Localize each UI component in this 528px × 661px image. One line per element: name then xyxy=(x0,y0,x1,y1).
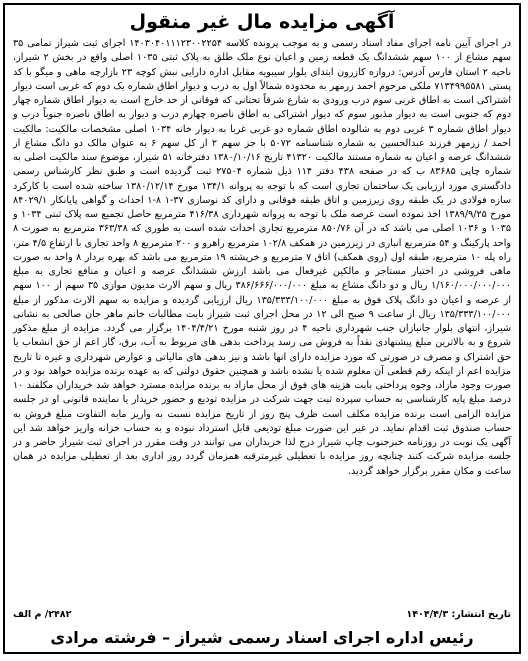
notice-title: آگهی مزایده مال غیر منقول xyxy=(129,11,395,33)
reference-number: ۲۴۸۲/ م الف xyxy=(13,609,72,620)
publish-date: تاریخ انتشار: ۱۴۰۴/۴/۳ xyxy=(406,609,511,620)
notice-frame xyxy=(3,3,521,654)
notice-footer xyxy=(13,609,511,620)
notice-body: در اجرای آیین نامه اجرای مفاد اسناد رسمی و به موجب پرونده کلاسه ۱۴۰۳۰۴۰۱۱۱۲۳۰۰۲۲۵۴ اجرای ثبت شیراز تمامی ۳۵ سهم مشاع از ۱۰۰ سهم ششدانگ یک قطعه زمین و اعیان نوع ملک طلق به پلاک ثبتی ۱۰۳۵ اصلی واقع در بخش ۲ شیراز، ناحیه ۲ استان فارس آدرس: دروازه کازرون ابتدای بلوار سیبویه مقابل اداره دارایی نبش کوچه ۲۳ بازارچه ماهی و میگو با کد پستی ۷۱۳۴۹۹۵۵۸۱ ملکی مرحوم احمد زرمهر به محدوده شمالاً اول به درب و دیوار اطاق شماره یک دوم که غربی است دیوار اشتراکی است به اطاق غربی سوم درب ورودی به شارع شرقاً تحتانی که فوقانی از حد خارج است به دیوار اطاق شماره چهار دوم که جنوبی است به دیوار مذبور سوم که دیوار اشتراکی به اطاق ناصره چهارم درب و دیوار به اطاق ناصره جنوباً درب و دیوار اطاق شماره ۳ غربی دوم به شالوده اطاق شماره دو غربی غربا به دیوار خانه ۱۰۳۴ اصلی مشخصات مالکیت: مالکیت احمد / زرمهر فرزند عبدالحسین به شماره شناسنامه ۵۰۷۲ با جز سهم ۲ از کل سهم ۶ به عنوان مالک دو دانگ مشاع از ششدانگ عرصه و اعیان به شماره مستند مالکیت ۴۱۳۲۰ تاریخ ۱۳۸۰/۱۰/۱۶ دفترخانه ۵۱ شیراز، موضوع سند مالکیت اصلی به شماره چاپی ۸۳۶۸۵ ب که در صفحه ۴۳۸ دفتر ۱۱۴ ذیل شماره ۲۷۵۰۴ ثبت گردیده است و طبق نظر کارشناس رسمی دادگستری مورد ارزیابی یک ساختمان تجاری است که با توجه به پروانه ۱۳۴/۱ مورخ ۱۳۸۰/۱۲/۱۴ ساخته شده است با کارکرد سازه فولادی در یک طبقه روی زیرزمین و اتاق طبقه فوقانی و دارای کد نوسازی ۳۷-۱ ۸-۱ احداث و گواهی پایانکار ۸۴۰۲۹/۱ مورخ ۱۳۸۹/۹/۲۵ اخذ نموده است عرصه ملک با توجه به پروانه شهرداری ۴۱۶/۳۸ مترمربع حاصل تجمیع سه پلاک ثبتی ۱۰۳۴ و ۱۰۳۵ و ۱۰۳۶ اصلی می باشد که در آن ۸۵۰/۷۶ مترمربع تجاری احداث شده است به طوری که ۳۶۳/۳۸ مترمربع به صورت ۸ واحد پارکینگ و ۵۴ مترمربع انباری در زیرزمین در همکف ۱۰۲/۸ مترمربع راهرو و ۲۰۰ مترمربع ۸ واحد تجاری با ارتفاع ۴/۵ متر، راه پله ۱۰ مترمربع، طبقه اول (روی همکف) اتاق ۷ مترمربع و خرپشته ۱۹ مترمربع می باشد که بهره بردار ۸ واحد به صورت ماهی فروشی در اختیار مستاجر و مالکین غیرفعال می باشد ارزش ششدانگ عرصه و اعیان و منافع تجاری به مبلغ ۱/۱۶۰/۰۰۰/۰۰۰/۰۰۰ ریال و دو دانگ مشاع به مبلغ ۳۸۶/۶۶۶/۰۰۰/۰۰۰ ریال و سهم الارث مدیون موازی ۳۵ سهم از ۱۰۰ سهم از عرصه و اعیان دو دانگ پلاک فوق به مبلغ ۱۳۵/۳۳۳/۱۰۰/۰۰۰ ریال ارزیابی گردیده و مزایده به سهم الارث مذکور از مبلغ ۱۳۵/۳۳۳/۱۰۰/۰۰۰ ریال از ساعت ۹ صبح الی ۱۲ در محل اجرای ثبت شیراز بابت مطالبات خانم ماهر جان صالحی به نشانی شیراز، انتهای بلوار جانبازان جنب شهرداری ناحیه ۴ در روز شنبه مورخ ۱۴۰۴/۴/۲۱ برگزار می گردد. مزایده از مبلغ مذکور شروع و به بالاترین مبلغ پیشنهادی نقداً به فروش می رسد پرداخت بدهی های مربوط به آب، برق، گاز اعم از حق انشعاب یا حق اشتراک و مصرف در صورتی که مورد مزایده دارای انها باشد و نیز بدهی های مالیاتی و عوارض شهرداری و غیره تا تاریخ مزایده اعم از اینکه رقم قطعی آن معلوم شده یا نشده باشد و همچنین حقوق دولتی که به عهده برنده مزایده خواهد بود و در صورت وجود مازاد، وجوه پرداختی بابت هزینه های فوق از محل مازاد به برنده مزایده مسترد خواهد شد خریداران مکلفند ۱۰ درصد مبلغ پایه کارشناسی به حساب سپرده ثبت جهت شرکت در مزایده تودیع و حضور خریدار یا نماینده قانونی او در جلسه مزایده الزامی است برنده مزایده مکلف است ظرف پنج روز از تاریخ مزایده نسبت به واریز مابه التفاوت مبلغ فروش به حساب صندوق ثبت اقدام نماید. در غیر این صورت مبلغ تودیعی قابل استرداد نبوده و به حساب خزانه واریز خواهد شد این آگهی یک نوبت در روزنامه خبرجنوب چاپ شیراز درج لذا خریداران می توانند در وقت مقرر در اجرای ثبت شیراز حاضر و در جلسه مزایده شرکت کنند چنانچه روز مزایده با تعطیلی غیرمترقبه همزمان گردد روز اداری بعد از تعطیلی مزایده در همان ساعت و مکان مقرر برگزار خواهد گردید. xyxy=(13,38,512,477)
signature-line: رئیس اداره اجرای اسناد رسمی شیراز – فرشته مرادی xyxy=(50,628,474,647)
